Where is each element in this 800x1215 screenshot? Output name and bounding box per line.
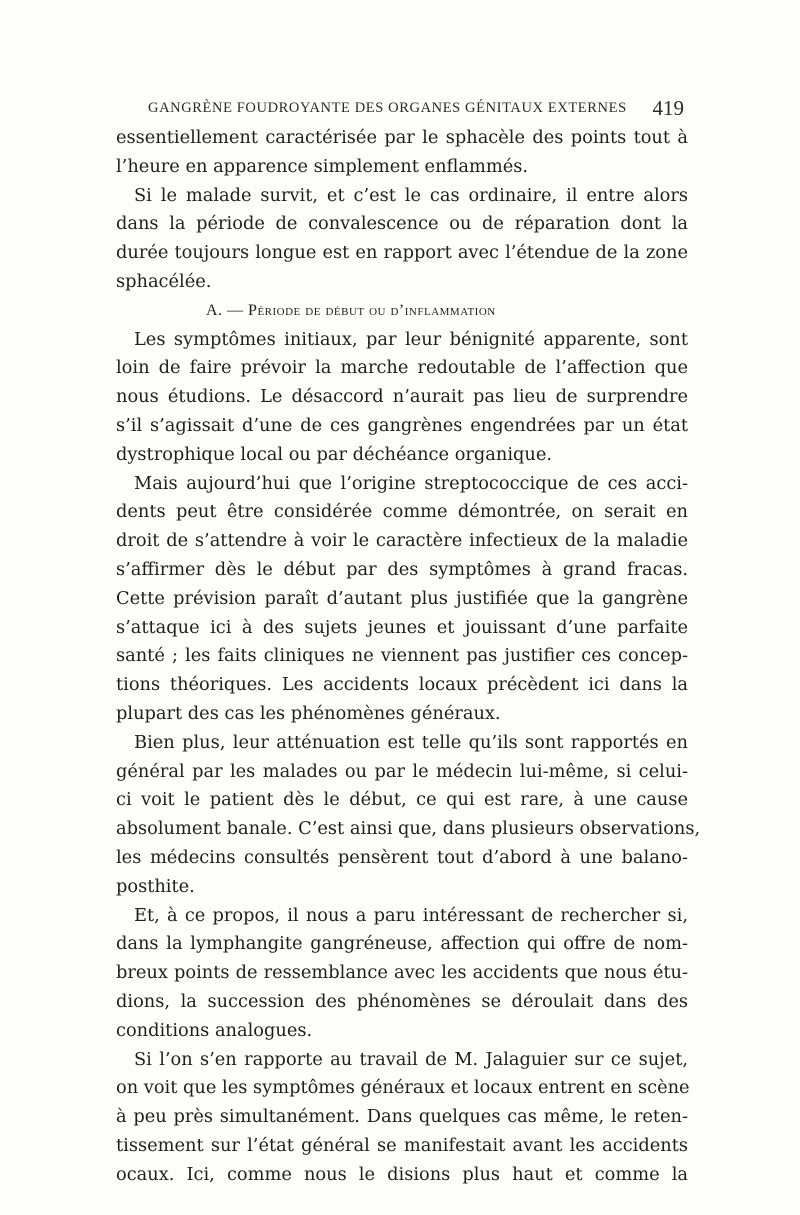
text-line: dystrophique local ou par déchéance organique.	[116, 443, 553, 465]
text-line: tissement sur l’état général se manifestait avant les accidents	[116, 1134, 688, 1156]
text-line: s’affirmer dès le début par des symptômes à grand fracas.	[116, 558, 688, 580]
text-line: essentiellement caractérisée par le sphacèle des points tout à	[116, 127, 688, 148]
text-line: posthite.	[116, 875, 195, 897]
text-line: droit de s’attendre à voir le caractère infectieux de la maladie	[116, 530, 688, 552]
text-line: breux points de ressemblance avec les accidents que nous étu-	[116, 962, 688, 984]
text-line: on voit que les symptômes généraux et locaux entrent en scène	[116, 1077, 690, 1099]
text-line: dents peut être considérée comme démontrée, on serait en	[116, 501, 688, 523]
text-line: dans la lymphangite gangréneuse, affection qui offre de nom-	[116, 933, 688, 955]
text-line: à peu près simultanément. Dans quelques cas même, le reten-	[116, 1106, 688, 1128]
text-line: nous étudions. Le désaccord n’aurait pas lieu de surprendre	[116, 386, 688, 408]
text-line: conditions analogues.	[116, 1019, 313, 1041]
text-line: général par les malades ou par le médecin lui-même, si celui-	[116, 760, 688, 782]
text-line: loin de faire prévoir la marche redoutable de l’affection que	[116, 357, 688, 379]
running-title: GANGRÈNE FOUDROYANTE DES ORGANES GÉNITAUX EXTERNES	[148, 100, 627, 116]
text-line: Cette prévision paraît d’autant plus justifiée que la gangrène	[116, 587, 688, 609]
page-number: 419	[652, 96, 684, 120]
text-line: ocaux. Ici, comme nous le disions plus haut et comme la	[116, 1163, 688, 1185]
text-line: ci voit le patient dès le début, ce qui est rare, à une cause	[116, 789, 688, 811]
text-line: Les symptômes initiaux, par leur bénignité apparente, sont	[134, 328, 688, 350]
text-line: durée toujours longue est en rapport avec l’étendue de la zone	[116, 242, 688, 264]
text-line: Mais aujourd’hui que l’origine streptococcique de ces acci-	[134, 472, 688, 494]
page-header	[148, 96, 684, 124]
text-line: sphacélée.	[116, 270, 212, 292]
text-line: tions théoriques. Les accidents locaux précèdent ici dans la	[116, 674, 688, 696]
text-line: Si l’on s’en rapporte au travail de M. Jalaguier sur ce sujet,	[134, 1048, 688, 1070]
text-line: s’il s’agissait d’une de ces gangrènes engendrées par un état	[116, 414, 688, 436]
section-heading: A. — Période de début ou d’inflammation	[206, 301, 496, 319]
text-line: Si le malade survit, et c’est le cas ordinaire, il entre alors	[134, 184, 688, 206]
text-line: l’heure en apparence simplement enflammés.	[116, 155, 528, 177]
text-line: absolument banale. C’est ainsi que, dans plusieurs observations,	[116, 818, 701, 840]
text-line: les médecins consultés pensèrent tout d’abord à une balano-	[116, 846, 688, 868]
text-line: s’attaque ici à des sujets jeunes et jouissant d’une parfaite	[116, 616, 688, 638]
body-text	[116, 124, 701, 1189]
text-line: santé ; les faits cliniques ne viennent pas justifier ces concep-	[116, 645, 688, 667]
text-line: dans la période de convalescence ou de réparation dont la	[116, 213, 688, 235]
text-line: dions, la succession des phénomènes se déroulait dans des	[116, 990, 688, 1012]
text-line: plupart des cas les phénomènes généraux.	[116, 702, 501, 724]
text-line: Bien plus, leur atténuation est telle qu’ils sont rapportés en	[134, 731, 688, 753]
text-line: Et, à ce propos, il nous a paru intéressant de rechercher si,	[134, 904, 688, 926]
